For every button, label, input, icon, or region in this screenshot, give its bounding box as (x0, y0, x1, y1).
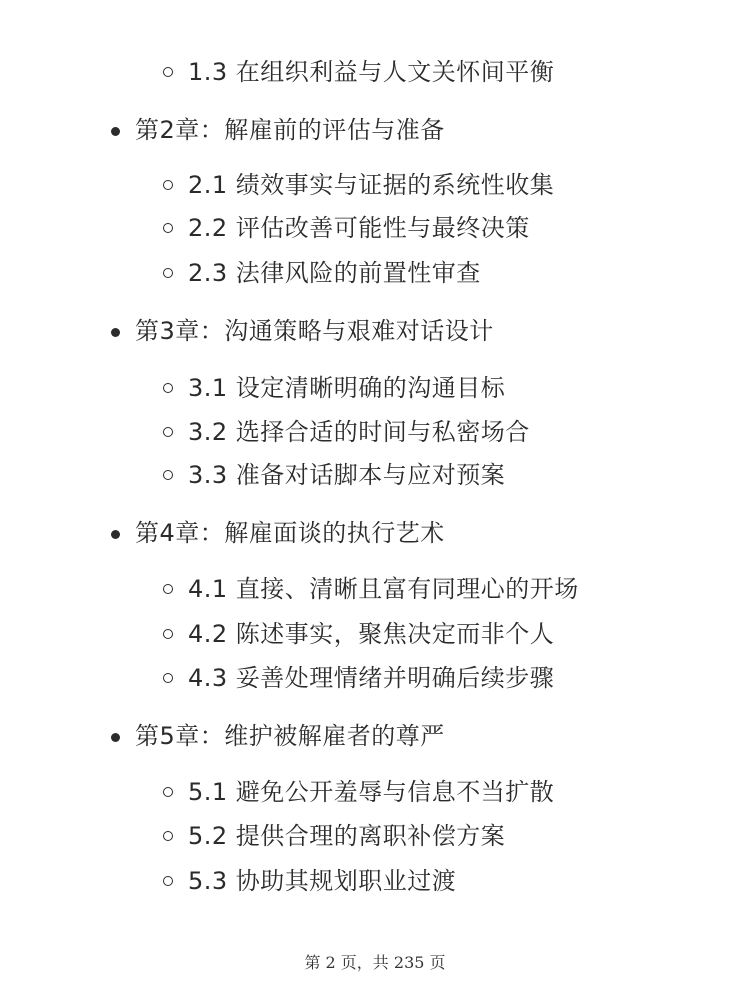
hollow-bullet-icon (163, 629, 173, 639)
toc-chapter-label: 第2章：解雇前的评估与准备 (135, 116, 445, 144)
filled-bullet-icon (111, 530, 120, 539)
toc-section-label: 5.2 提供合理的离职补偿方案 (188, 822, 506, 850)
hollow-bullet-icon (163, 876, 173, 886)
hollow-bullet-icon (163, 180, 173, 190)
hollow-bullet-icon (163, 268, 173, 278)
hollow-bullet-icon (163, 223, 173, 233)
toc-section-label: 4.3 妥善处理情绪并明确后续步骤 (188, 664, 555, 692)
hollow-bullet-icon (163, 470, 173, 480)
filled-bullet-icon (111, 328, 120, 337)
hollow-bullet-icon (163, 831, 173, 841)
toc-chapter-label: 第3章：沟通策略与艰难对话设计 (135, 317, 494, 345)
toc-section-label: 5.1 避免公开羞辱与信息不当扩散 (188, 778, 555, 806)
toc-section-label: 2.1 绩效事实与证据的系统性收集 (188, 171, 555, 199)
hollow-bullet-icon (163, 383, 173, 393)
toc-section-label: 3.1 设定清晰明确的沟通目标 (188, 374, 506, 402)
toc-section-label: 5.3 协助其规划职业过渡 (188, 867, 457, 895)
toc-section-label: 2.3 法律风险的前置性审查 (188, 259, 481, 287)
filled-bullet-icon (111, 733, 120, 742)
toc-section-label: 2.2 评估改善可能性与最终决策 (188, 214, 530, 242)
toc-chapter-label: 第5章：维护被解雇者的尊严 (135, 722, 445, 750)
toc-section-label: 4.2 陈述事实，聚焦决定而非个人 (188, 620, 555, 648)
toc-section-label: 1.3 在组织利益与人文关怀间平衡 (188, 58, 555, 86)
toc-chapter-label: 第4章：解雇面谈的执行艺术 (135, 519, 445, 547)
toc-section-label: 3.2 选择合适的时间与私密场合 (188, 418, 530, 446)
page-number-footer: 第 2 页，共 235 页 (304, 953, 446, 972)
filled-bullet-icon (111, 127, 120, 136)
hollow-bullet-icon (163, 787, 173, 797)
hollow-bullet-icon (163, 673, 173, 683)
hollow-bullet-icon (163, 584, 173, 594)
hollow-bullet-icon (163, 67, 173, 77)
hollow-bullet-icon (163, 427, 173, 437)
toc-section-label: 3.3 准备对话脚本与应对预案 (188, 461, 506, 489)
toc-section-label: 4.1 直接、清晰且富有同理心的开场 (188, 575, 579, 603)
